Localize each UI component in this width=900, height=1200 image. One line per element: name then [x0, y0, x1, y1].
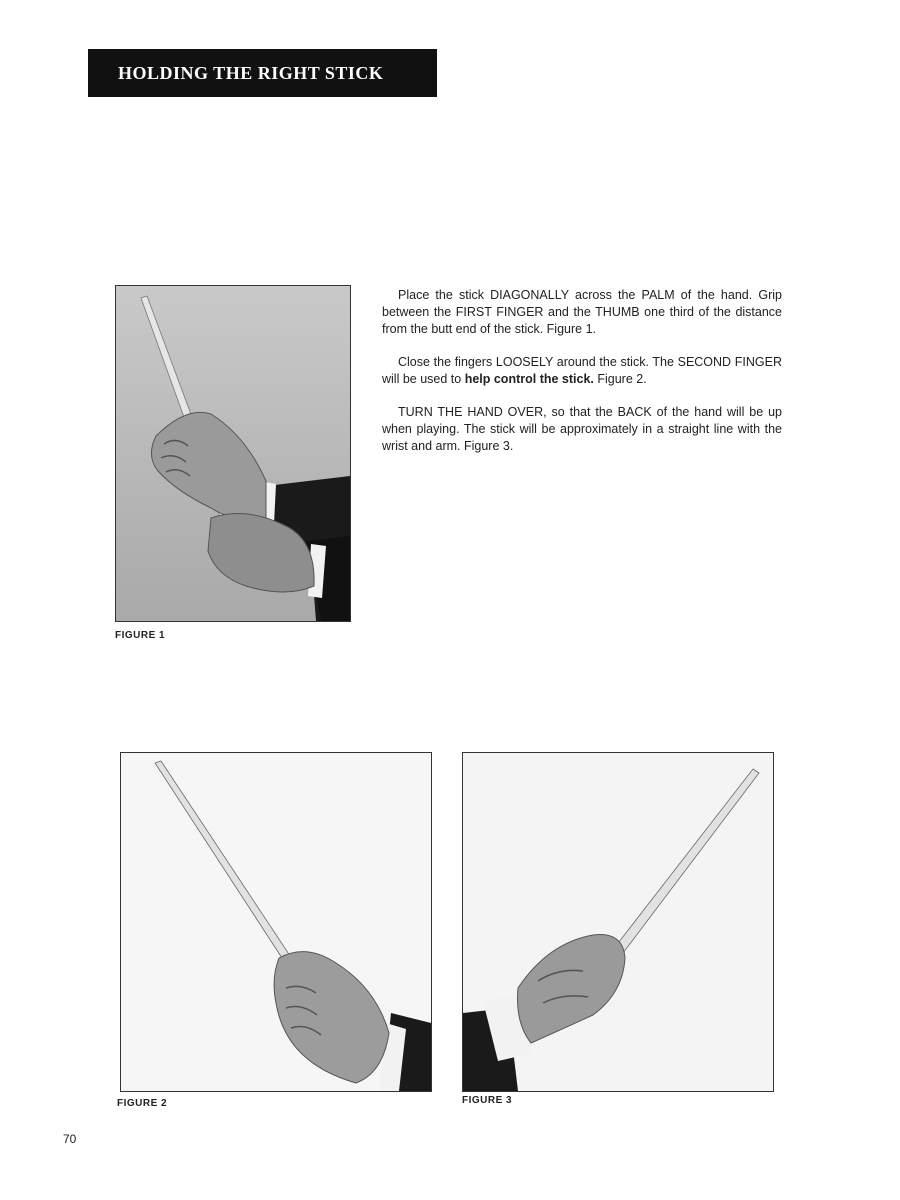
instruction-text: [382, 287, 782, 471]
instruction-paragraph-3: TURN THE HAND OVER, so that the BACK of the hand will be up when playing. The stick will be approximately in a straight line with the wrist and arm. Figure 3.: [382, 405, 782, 453]
figure-2-caption: FIGURE 2: [117, 1098, 168, 1109]
figure-2-photo: [120, 752, 432, 1092]
page-number: 70: [63, 1132, 77, 1146]
section-title: HOLDING THE RIGHT STICK: [118, 62, 384, 83]
section-title-banner: [88, 49, 437, 97]
instruction-paragraph-2-text: Close the fingers LOOSELY around the stick. The SECOND FINGER will be used to: [382, 355, 782, 386]
instruction-paragraph-2-figure-ref: Figure 2.: [593, 372, 647, 386]
figure-3-caption: FIGURE 3: [462, 1095, 513, 1106]
instruction-paragraph-2: [382, 354, 782, 388]
instruction-emphasis: help control the stick.: [464, 372, 594, 386]
figure-1-photo: [115, 285, 351, 622]
figure-3-photo: [462, 752, 774, 1092]
instruction-paragraph-1: Place the stick DIAGONALLY across the PALM of the hand. Grip between the FIRST FINGER and the THUMB one third of the distance from the butt end of the stick. Figure 1.: [382, 288, 782, 336]
figure-1-caption: FIGURE 1: [115, 630, 166, 641]
